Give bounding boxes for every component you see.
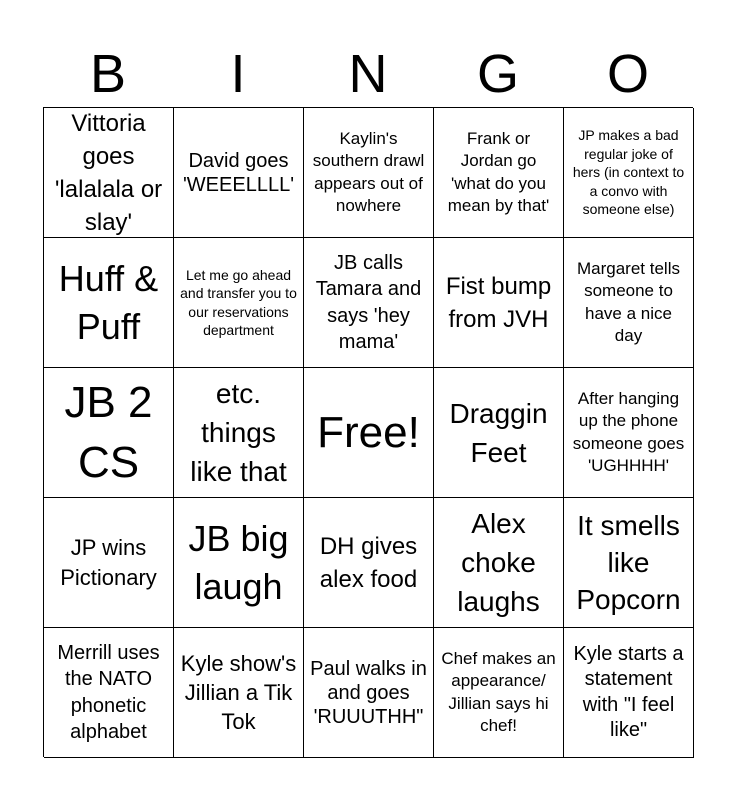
cell-text: Frank or Jordan go 'what do you mean by that' — [447, 128, 550, 215]
bingo-cell[interactable] — [564, 108, 694, 238]
header-letter-o: O — [606, 44, 649, 104]
cell-text: Let me go ahead and transfer you to our reservations department — [180, 266, 297, 338]
free-space-text: Free! — [317, 407, 420, 457]
bingo-cell[interactable] — [564, 368, 694, 498]
cell-text: Vittoria goes 'lalalala or slay' — [54, 109, 163, 236]
bingo-board — [43, 107, 693, 757]
cell-text: DH gives alex food — [319, 532, 418, 593]
bingo-cell[interactable] — [434, 238, 564, 368]
bingo-cell[interactable] — [44, 368, 174, 498]
cell-text: Alex choke laughs — [457, 508, 540, 617]
cell-text: JB 2 CS — [64, 377, 153, 487]
header-letter-g: G — [476, 44, 519, 104]
bingo-cell[interactable] — [434, 498, 564, 628]
bingo-cell[interactable] — [174, 628, 304, 758]
bingo-cell[interactable] — [304, 498, 434, 628]
cell-text: It smells like Popcorn — [576, 510, 681, 615]
cell-text: Chef makes an appearance/ Jillian says hi chef! — [441, 648, 556, 735]
cell-text: JP makes a bad regular joke of hers (in context to a convo with someone else) — [572, 127, 685, 218]
cell-text: Margaret tells someone to have a nice day — [577, 258, 680, 345]
cell-text: David goes 'WEEELLLL' — [182, 149, 295, 196]
header-letter-b: B — [89, 44, 127, 104]
bingo-cell[interactable] — [564, 238, 694, 368]
cell-text: Kyle show's Jillian a Tik Tok — [180, 651, 297, 734]
header-letter-i: I — [230, 44, 246, 104]
cell-text: JB big laugh — [188, 517, 289, 607]
bingo-cell[interactable] — [44, 108, 174, 238]
bingo-cell[interactable] — [304, 108, 434, 238]
cell-text: etc. things like that — [190, 378, 287, 487]
cell-text: JP wins Pictionary — [60, 534, 157, 590]
free-space-cell[interactable] — [304, 368, 434, 498]
bingo-cell[interactable] — [564, 628, 694, 758]
bingo-cell[interactable] — [174, 238, 304, 368]
cell-text: After hanging up the phone someone goes 'UGHHHH' — [572, 388, 685, 475]
bingo-header — [43, 40, 693, 108]
bingo-cell[interactable] — [174, 368, 304, 498]
bingo-cell[interactable] — [304, 628, 434, 758]
cell-text: Draggin Feet — [449, 397, 548, 468]
bingo-cell[interactable] — [174, 108, 304, 238]
bingo-cell[interactable] — [434, 368, 564, 498]
header-letter-n: N — [348, 44, 388, 104]
bingo-cell[interactable] — [434, 628, 564, 758]
bingo-cell[interactable] — [44, 498, 174, 628]
bingo-cell[interactable] — [304, 238, 434, 368]
bingo-cell[interactable] — [564, 498, 694, 628]
cell-text: Huff & Puff — [58, 257, 159, 347]
cell-text: Kyle starts a statement with "I feel like" — [573, 642, 684, 741]
cell-text: JB calls Tamara and says 'hey mama' — [315, 251, 422, 353]
cell-text: Paul walks in and goes 'RUUUTHH" — [310, 657, 427, 728]
bingo-cell[interactable] — [174, 498, 304, 628]
bingo-cell[interactable] — [44, 628, 174, 758]
bingo-cell[interactable] — [44, 238, 174, 368]
cell-text: Merrill uses the NATO phonetic alphabet — [57, 641, 160, 743]
bingo-cell[interactable] — [434, 108, 564, 238]
cell-text: Kaylin's southern drawl appears out of nowhere — [312, 128, 425, 215]
cell-text: Fist bump from JVH — [445, 272, 552, 333]
